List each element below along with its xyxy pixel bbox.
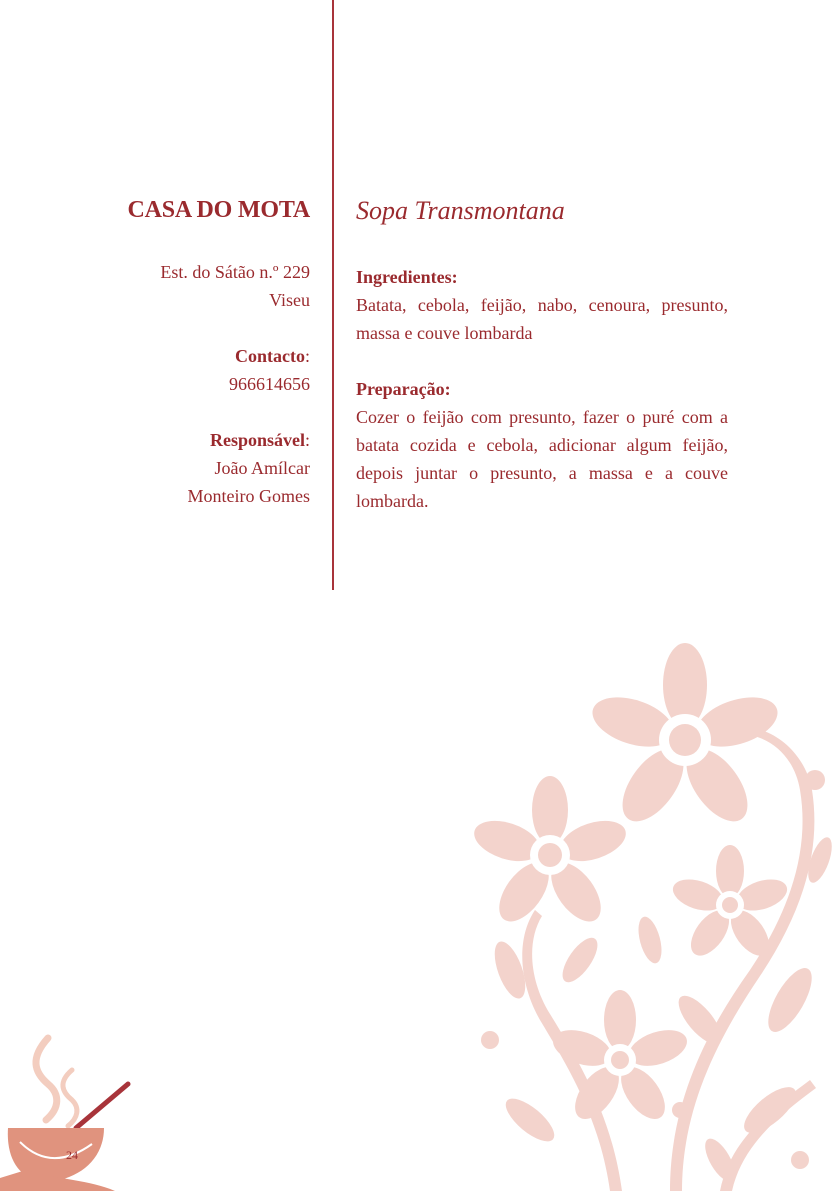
page-number: 24 [66, 1148, 78, 1162]
recipe-content [356, 193, 728, 543]
address-line-1: Est. do Sátão n.º 229 [160, 262, 310, 282]
contact-block: Contacto: 966614656 [60, 342, 310, 398]
address-block [60, 258, 310, 314]
recipe-title: Sopa Transmontana [356, 196, 565, 225]
ingredients-section: Ingredientes: Batata, cebola, feijão, nabo, cenoura, presunto, massa e couve lombarda [356, 263, 728, 347]
contact-label: Contacto [234, 346, 305, 366]
responsible-block: Responsável: João Amílcar Monteiro Gomes [60, 426, 310, 510]
vertical-divider [332, 0, 334, 590]
responsible-label: Responsável [209, 430, 305, 450]
address-line-2: Viseu [269, 290, 310, 310]
contact-value: 966614656 [229, 374, 310, 394]
ingredients-text: Batata, cebola, feijão, nabo, cenoura, presunto, massa e couve lombarda [356, 295, 728, 343]
responsible-name-line-1: João Amílcar [214, 458, 310, 478]
restaurant-name: CASA DO MOTA [127, 197, 310, 223]
preparation-label: Preparação [356, 379, 445, 399]
floral-ornament-icon [470, 640, 840, 1191]
restaurant-info [60, 193, 310, 538]
ingredients-label: Ingredientes [356, 267, 452, 287]
responsible-name-line-2: Monteiro Gomes [187, 486, 310, 506]
preparation-section: Preparação: Cozer o feijão com presunto, fazer o puré com a batata cozida e cebola, adicionar algum feijão, depois juntar o presunto, a massa e a couve lombarda. [356, 375, 728, 515]
preparation-text: Cozer o feijão com presunto, fazer o puré com a batata cozida e cebola, adicionar algum feijão, depois juntar o presunto, a massa e a couve lombarda. [356, 407, 728, 511]
soup-bowl-icon [0, 1030, 135, 1191]
